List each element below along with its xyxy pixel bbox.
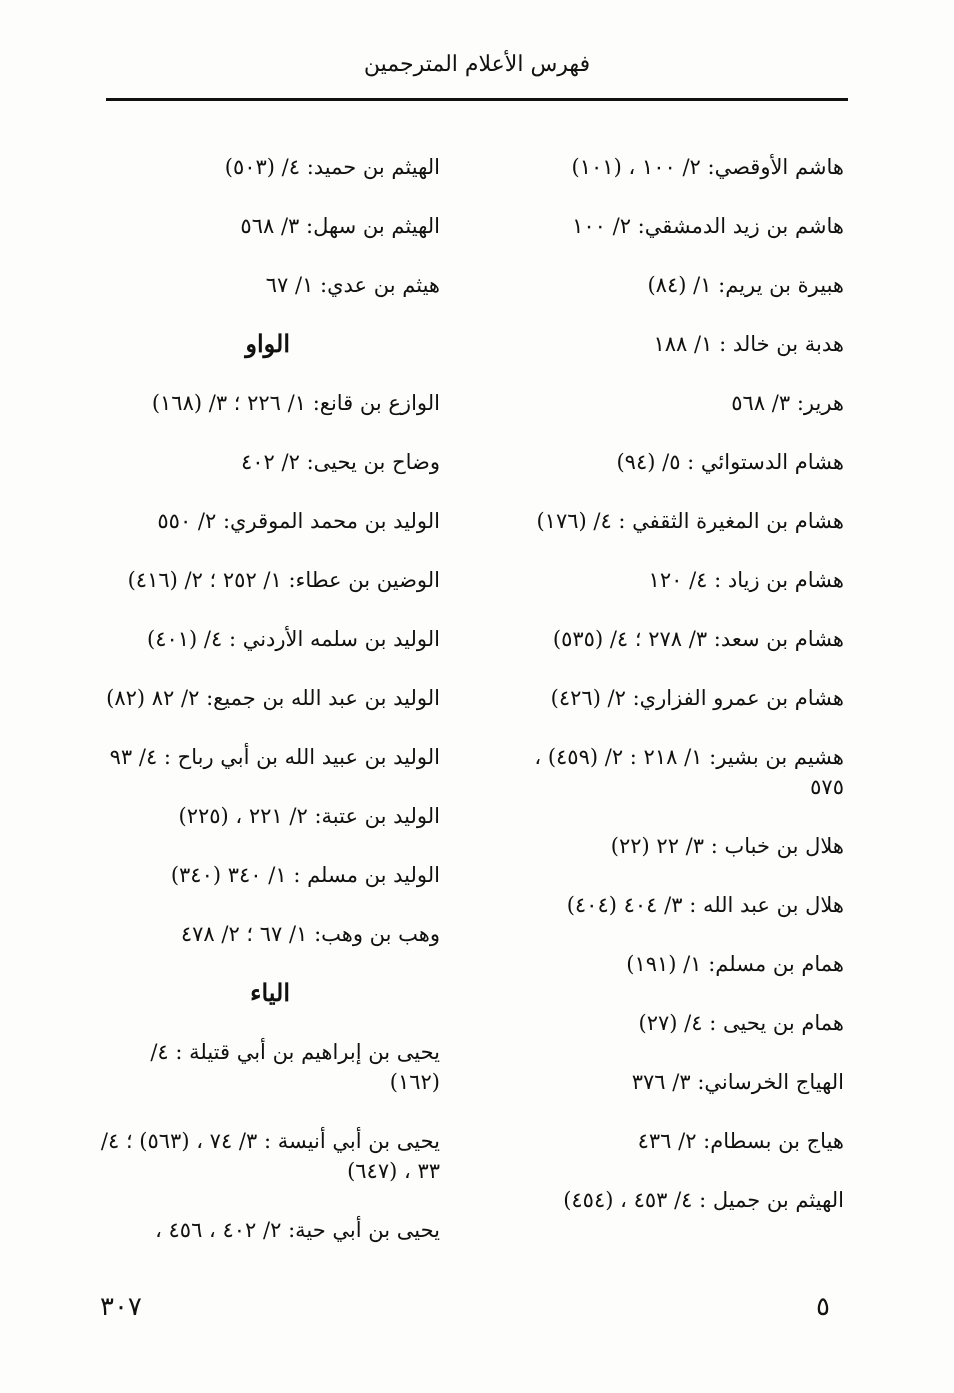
index-entry: الوضين بن عطاء: ١/ ٢٥٢ ؛ ٢/ (٤١٦) [127, 568, 440, 592]
index-entry: الوليد بن مسلم : ١/ ٣٤٠ (٣٤٠) [170, 863, 440, 887]
index-entry: همام بن يحيى : ٤/ (٢٧) [638, 1011, 844, 1035]
index-entry: هدبة بن خالد : ١/ ١٨٨ [653, 332, 844, 356]
running-header: فهرس الأعلام المترجمين [363, 52, 591, 77]
index-entry: هشام بن عمرو الفزاري: ٢/ (٤٢٦) [550, 686, 844, 710]
section-heading-ya: الياء [250, 978, 290, 1007]
index-entry: يحيى بن إبراهيم بن أبي قتيلة : ٤/ (١٦٢) [150, 1040, 440, 1094]
index-entry: هرير: ٣/ ٥٦٨ [731, 391, 844, 415]
index-entry: الوليد بن سلمه الأردني : ٤/ (٤٠١) [146, 627, 440, 651]
index-entry: يحيى بن أبي حية: ٢/ ٤٠٢ ، ٤٥٦ ، [155, 1218, 440, 1242]
index-entry: الهياج الخرساني: ٣/ ٣٧٦ [631, 1070, 844, 1094]
index-entry: هشيم بن بشير: ١/ ٢١٨ : ٢/ (٤٥٩) ، ٥٧٥ [534, 745, 844, 799]
index-entry: الهيثم بن جميل : ٤/ ٤٥٣ ، (٤٥٤) [563, 1188, 844, 1212]
index-entry: همام بن مسلم: ١/ (١٩١) [626, 952, 844, 976]
index-entry: هبيرة بن يريم: ١/ (٨٤) [647, 273, 844, 297]
index-entry: الهيثم بن سهل: ٣/ ٥٦٨ [240, 214, 440, 238]
index-entry: الوليد بن عبد الله بن جميع: ٢/ ٨٢ (٨٢) [106, 686, 440, 710]
index-entry: هشام بن المغيرة الثقفي : ٤/ (١٧٦) [536, 509, 844, 533]
index-entry: الوازع بن قانع: ١/ ٢٢٦ ؛ ٣/ (١٦٨) [151, 391, 440, 415]
index-entry: الوليد بن عتبة: ٢/ ٢٢١ ، (٢٢٥) [178, 804, 440, 828]
index-entry: هلال بن خباب : ٣/ ٢٢ (٢٢) [610, 834, 844, 858]
index-entry: الوليد بن عبيد الله بن أبي رباح : ٤/ ٩٣ [109, 745, 440, 769]
index-entry: هياج بن بسطام: ٢/ ٤٣٦ [637, 1129, 844, 1153]
header-rule [106, 98, 848, 101]
signature-mark: ٥ [816, 1292, 830, 1322]
index-entry: هشام بن زياد : ٤/ ١٢٠ [648, 568, 844, 592]
index-entry: هشام الدستوائي : ٥/ (٩٤) [616, 450, 844, 474]
index-entry: يحيى بن أبي أنيسة : ٣/ ٧٤ ، (٥٦٣) ؛ ٤/ ٣٣ ، (٦٤٧) [100, 1129, 440, 1183]
page-number: ٣٠٧ [100, 1292, 142, 1322]
left-column [100, 152, 440, 1274]
index-entry: وضاح بن يحيى: ٢/ ٤٠٢ [241, 450, 440, 474]
index-entry: هاشم بن زيد الدمشقي: ٢/ ١٠٠ [572, 214, 844, 238]
section-heading-waw: الواو [245, 329, 290, 358]
index-entry: الوليد بن محمد الموقري: ٢/ ٥٥٠ [157, 509, 440, 533]
index-entry: الهيثم بن حميد: ٤/ (٥٠٣) [224, 155, 440, 179]
index-entry: هاشم الأوقصي: ٢/ ١٠٠ ، (١٠١) [571, 155, 844, 179]
index-entry: هلال بن عبد الله : ٣/ ٤٠٤ (٤٠٤) [566, 893, 844, 917]
index-entry: هشام بن سعد: ٣/ ٢٧٨ ؛ ٤/ (٥٣٥) [552, 627, 844, 651]
index-entry: وهب بن وهب: ١/ ٦٧ ؛ ٢/ ٤٧٨ [180, 922, 440, 946]
index-entry: هيثم بن عدي: ١/ ٦٧ [265, 273, 440, 297]
right-column [494, 152, 844, 1244]
